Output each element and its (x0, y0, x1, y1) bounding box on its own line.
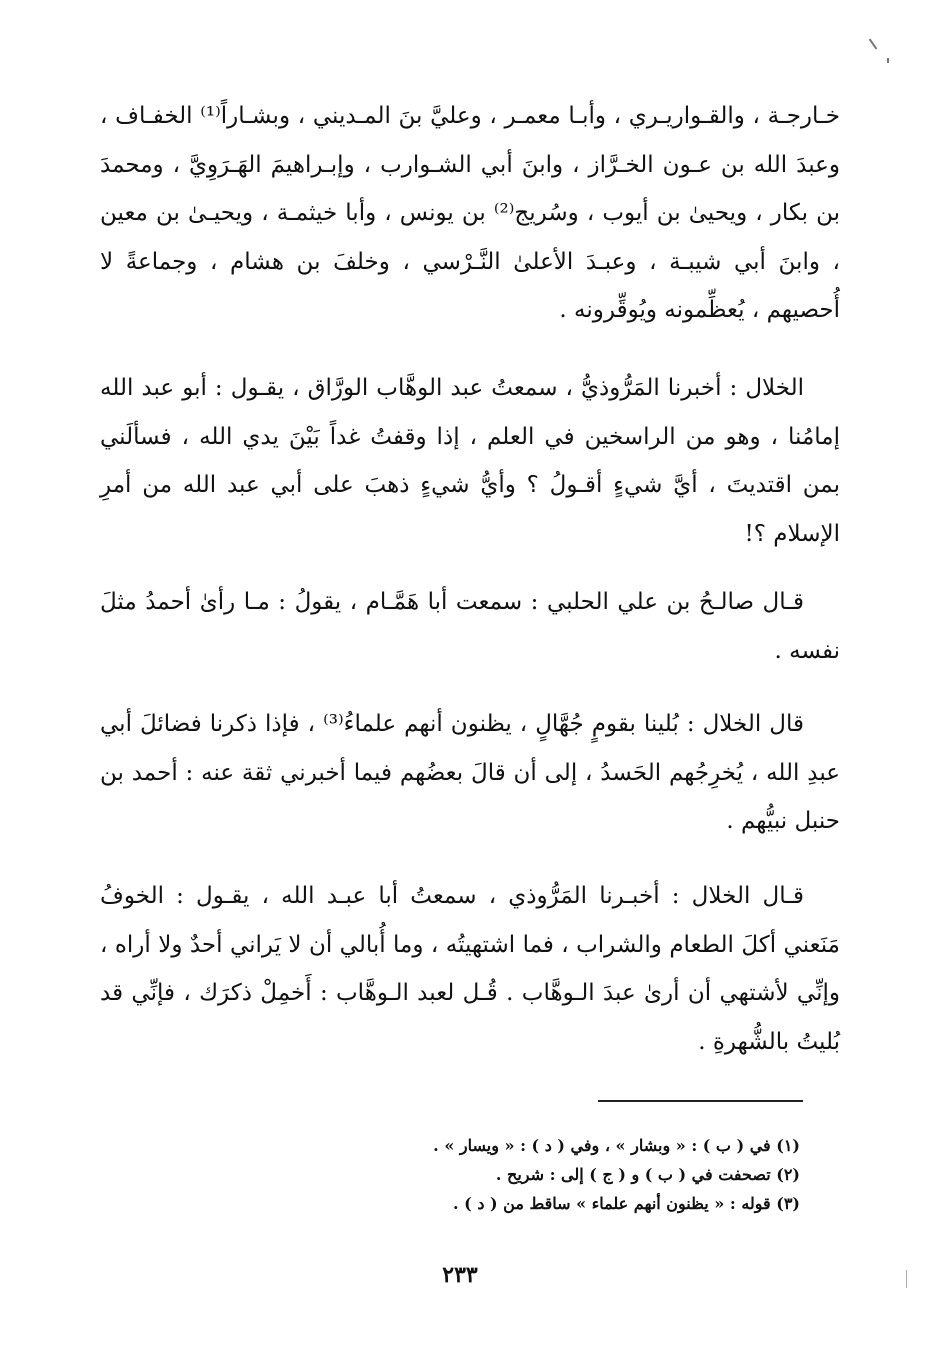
page-number: ٢٣٣ (442, 1262, 478, 1288)
paragraph-2: الخلال : أخبرنا المَرُّوذيُّ ، سمعتُ عبد الوهَّاب الورَّاق ، يقـول : أبو عبد الله إمامُنا ، وهو من الراسخين في العلم ، إذا وقفتُ غداً بَيْنَ يدي الله ، فسألَني بمن اقتديتَ ، أيَّ شيءٍ أقـولُ ؟ وأيُّ شيءٍ ذهبَ على أبي عبد الله من أمرِ الإسلام ؟! (100, 375, 840, 547)
footnotes (260, 1131, 800, 1218)
paragraph-1: خـارجـة ، والقـواريـري ، وأبـا معمـر ، وعليَّ بنَ المـديني ، وبشـاراً⁽¹⁾ الخفـاف ، وعبدَ الله بن عـون الخـرَّاز ، وابنَ أبي الشـوارب ، وإبـراهيمَ الهَـرَوِيَّ ، ومحمدَ بن بكار ، ويحيىٰ بن أيوب ، وسُريج⁽²⁾ بن يونس ، وأبا خيثمـة ، ويحيـىٰ بن معين ، وابنَ أبي شيبـة ، وعبـدَ الأعلىٰ النَّـرْسي ، وخلفَ بن هشام ، وجماعةً لا أُحصيهم ، يُعظِّمونه ويُوقِّرونه . (100, 103, 840, 323)
footnote-3: (٣) قوله : « يظنون أنهم علماء » ساقط من ( د ) . (453, 1194, 800, 1213)
paragraph-3: قـال صالـحُ بن علي الحلبي : سمعت أبا هَمَّـام ، يقولُ : مـا رأىٰ أحمدُ مثلَ نفسه . (100, 589, 840, 664)
scan-mark (906, 1270, 907, 1288)
main-text-block (100, 364, 840, 558)
footnote-separator (598, 1100, 803, 1102)
paragraph-5: قـال الخلال : أخبـرنا المَرُّوذي ، سمعتُ أبا عبـد الله ، يقـول : الخوفُ مَنَعني أكلَ الطعام والشراب ، فما اشتهيتُه ، وما أُبالي أن لا يَراني أحدٌ ولا أراه ، وإنِّي لأشتهي أن أرىٰ عبدَ الـوهَّاب . قُـل لعبد الـوهَّاب : أَخمِلْ ذكرَك ، فإنِّي قد بُليتُ بالشُّهرةِ . (100, 883, 840, 1055)
main-text-block (100, 578, 840, 675)
main-text-block (100, 872, 840, 1066)
scan-mark (869, 39, 878, 50)
scan-mark (887, 58, 889, 63)
main-text-block (100, 92, 840, 335)
paragraph-4: قال الخلال : بُلينا بقومٍ جُهَّالٍ ، يظنون أنهم علماءُ⁽³⁾ ، فإذا ذكرنا فضائلَ أبي عبدِ الله ، يُخرِجُهم الحَسدُ ، إلى أن قالَ بعضُهم فيما أخبرني ثقة عنه : أحمد بن حنبل نبيُّهم . (100, 711, 840, 834)
main-text-block (100, 700, 840, 846)
footnote-2: (٢) تصحفت في ( ب ) و ( ج ) إلى : شريح . (495, 1165, 800, 1184)
footnote-1: (١) في ( ب ) : « وبشار » ، وفي ( د ) : « ويسار » . (433, 1136, 800, 1155)
